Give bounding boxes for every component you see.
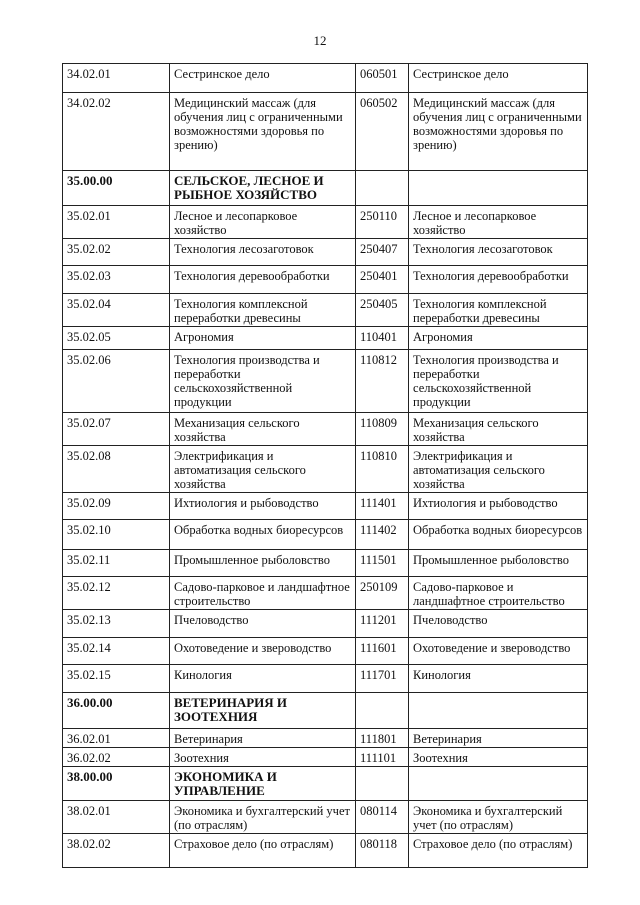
old-name-cell: Страховое дело (по отраслям) — [409, 834, 588, 868]
specialty-name-cell: Технология комплексной переработки древесины — [170, 294, 356, 327]
old-name-cell: Садово-парковое и ландшафтное строительство — [409, 577, 588, 610]
old-name-cell: Механизация сельского хозяйства — [409, 413, 588, 446]
old-code-cell: 111101 — [356, 748, 409, 767]
specialty-code-cell: 36.02.02 — [63, 748, 170, 767]
page-number: 12 — [313, 33, 327, 48]
table-group-row — [63, 767, 588, 801]
table-group-row — [63, 171, 588, 206]
specialty-code-cell: 35.02.14 — [63, 638, 170, 665]
old-name-cell: Пчеловодство — [409, 610, 588, 638]
old-name-cell: Кинология — [409, 665, 588, 693]
table-row — [63, 729, 588, 748]
old-code-cell: 111401 — [356, 493, 409, 520]
old-name-cell: Технология деревообработки — [409, 266, 588, 294]
specialty-name-cell: Охотоведение и звероводство — [170, 638, 356, 665]
old-name-cell: Медицинский массаж (для обучения лиц с ограниченными возможностями здоровья по зрению) — [409, 93, 588, 171]
old-code-cell: 060502 — [356, 93, 409, 171]
table-row — [63, 577, 588, 610]
specialty-name-cell: Садово-парковое и ландшафтное строительство — [170, 577, 356, 610]
old-name-cell — [409, 767, 588, 801]
table-row — [63, 665, 588, 693]
old-code-cell: 250405 — [356, 294, 409, 327]
specialty-name-cell: ВЕТЕРИНАРИЯ И ЗООТЕХНИЯ — [170, 693, 356, 729]
table-row — [63, 801, 588, 834]
specialty-code-cell: 34.02.01 — [63, 64, 170, 93]
specialty-name-cell: Пчеловодство — [170, 610, 356, 638]
specialty-code-cell: 38.02.01 — [63, 801, 170, 834]
table-row — [63, 350, 588, 413]
specialty-code-cell: 35.02.12 — [63, 577, 170, 610]
specialty-code-cell: 36.00.00 — [63, 693, 170, 729]
old-name-cell: Зоотехния — [409, 748, 588, 767]
table-row — [63, 93, 588, 171]
old-code-cell: 111801 — [356, 729, 409, 748]
specialty-name-cell: Агрономия — [170, 327, 356, 350]
specialty-code-cell: 34.02.02 — [63, 93, 170, 171]
old-code-cell: 110809 — [356, 413, 409, 446]
table-row — [63, 327, 588, 350]
specialty-code-cell: 35.02.04 — [63, 294, 170, 327]
table-row — [63, 638, 588, 665]
table-row — [63, 206, 588, 239]
specialty-name-cell: ЭКОНОМИКА И УПРАВЛЕНИЕ — [170, 767, 356, 801]
specialty-code-cell: 35.02.05 — [63, 327, 170, 350]
specialty-code-cell: 35.02.15 — [63, 665, 170, 693]
old-name-cell: Экономика и бухгалтерский учет (по отраслям) — [409, 801, 588, 834]
old-code-cell: 250110 — [356, 206, 409, 239]
specialty-code-cell: 35.02.03 — [63, 266, 170, 294]
table-row — [63, 294, 588, 327]
specialty-code-cell: 35.02.09 — [63, 493, 170, 520]
old-name-cell: Сестринское дело — [409, 64, 588, 93]
specialty-name-cell: Ветеринария — [170, 729, 356, 748]
specialty-name-cell: Ихтиология и рыбоводство — [170, 493, 356, 520]
specialties-table — [62, 63, 588, 868]
old-name-cell: Обработка водных биоресурсов — [409, 520, 588, 550]
old-code-cell: 110810 — [356, 446, 409, 493]
old-name-cell: Электрификация и автоматизация сельского хозяйства — [409, 446, 588, 493]
old-code-cell: 111701 — [356, 665, 409, 693]
table-row — [63, 520, 588, 550]
table-row — [63, 550, 588, 577]
specialty-name-cell: Лесное и лесопарковое хозяйство — [170, 206, 356, 239]
specialty-code-cell: 35.02.11 — [63, 550, 170, 577]
table-row — [63, 239, 588, 266]
specialty-code-cell: 35.02.01 — [63, 206, 170, 239]
old-name-cell: Агрономия — [409, 327, 588, 350]
specialty-code-cell: 35.02.13 — [63, 610, 170, 638]
old-code-cell — [356, 171, 409, 206]
old-code-cell: 110812 — [356, 350, 409, 413]
table-row — [63, 493, 588, 520]
specialty-name-cell: Технология производства и переработки сельскохозяйственной продукции — [170, 350, 356, 413]
table-row — [63, 64, 588, 93]
old-code-cell — [356, 693, 409, 729]
old-name-cell: Ветеринария — [409, 729, 588, 748]
old-code-cell: 111402 — [356, 520, 409, 550]
old-name-cell: Ихтиология и рыбоводство — [409, 493, 588, 520]
specialty-code-cell: 35.02.06 — [63, 350, 170, 413]
old-name-cell — [409, 171, 588, 206]
old-name-cell: Технология комплексной переработки древесины — [409, 294, 588, 327]
old-code-cell: 111601 — [356, 638, 409, 665]
specialty-code-cell: 35.02.07 — [63, 413, 170, 446]
specialty-name-cell: Электрификация и автоматизация сельского хозяйства — [170, 446, 356, 493]
old-name-cell: Технология производства и переработки сельскохозяйственной продукции — [409, 350, 588, 413]
old-code-cell: 080118 — [356, 834, 409, 868]
table-row — [63, 610, 588, 638]
specialty-code-cell: 35.02.08 — [63, 446, 170, 493]
old-code-cell: 080114 — [356, 801, 409, 834]
specialty-name-cell: Кинология — [170, 665, 356, 693]
old-code-cell: 250109 — [356, 577, 409, 610]
table-row — [63, 413, 588, 446]
old-code-cell: 111501 — [356, 550, 409, 577]
table-row — [63, 266, 588, 294]
table-row — [63, 446, 588, 493]
old-code-cell: 250401 — [356, 266, 409, 294]
table-row — [63, 748, 588, 767]
specialty-name-cell: Механизация сельского хозяйства — [170, 413, 356, 446]
old-name-cell: Лесное и лесопарковое хозяйство — [409, 206, 588, 239]
specialty-code-cell: 36.02.01 — [63, 729, 170, 748]
specialty-code-cell: 35.02.10 — [63, 520, 170, 550]
specialty-name-cell: Технология деревообработки — [170, 266, 356, 294]
old-code-cell: 110401 — [356, 327, 409, 350]
specialty-name-cell: Страховое дело (по отраслям) — [170, 834, 356, 868]
specialty-name-cell: Промышленное рыболовство — [170, 550, 356, 577]
old-name-cell: Технология лесозаготовок — [409, 239, 588, 266]
old-code-cell: 060501 — [356, 64, 409, 93]
old-code-cell: 111201 — [356, 610, 409, 638]
old-code-cell: 250407 — [356, 239, 409, 266]
specialty-code-cell: 38.02.02 — [63, 834, 170, 868]
specialty-name-cell: Технология лесозаготовок — [170, 239, 356, 266]
specialty-code-cell: 35.02.02 — [63, 239, 170, 266]
specialties-table-body — [63, 64, 588, 868]
specialty-code-cell: 35.00.00 — [63, 171, 170, 206]
old-name-cell: Охотоведение и звероводство — [409, 638, 588, 665]
specialty-name-cell: Зоотехния — [170, 748, 356, 767]
table-row — [63, 834, 588, 868]
old-name-cell: Промышленное рыболовство — [409, 550, 588, 577]
table-group-row — [63, 693, 588, 729]
old-name-cell — [409, 693, 588, 729]
specialty-name-cell: Обработка водных биоресурсов — [170, 520, 356, 550]
specialty-name-cell: СЕЛЬСКОЕ, ЛЕСНОЕ И РЫБНОЕ ХОЗЯЙСТВО — [170, 171, 356, 206]
specialty-name-cell: Медицинский массаж (для обучения лиц с ограниченными возможностями здоровья по зрению) — [170, 93, 356, 171]
specialty-name-cell: Сестринское дело — [170, 64, 356, 93]
old-code-cell — [356, 767, 409, 801]
specialty-code-cell: 38.00.00 — [63, 767, 170, 801]
specialty-name-cell: Экономика и бухгалтерский учет (по отраслям) — [170, 801, 356, 834]
